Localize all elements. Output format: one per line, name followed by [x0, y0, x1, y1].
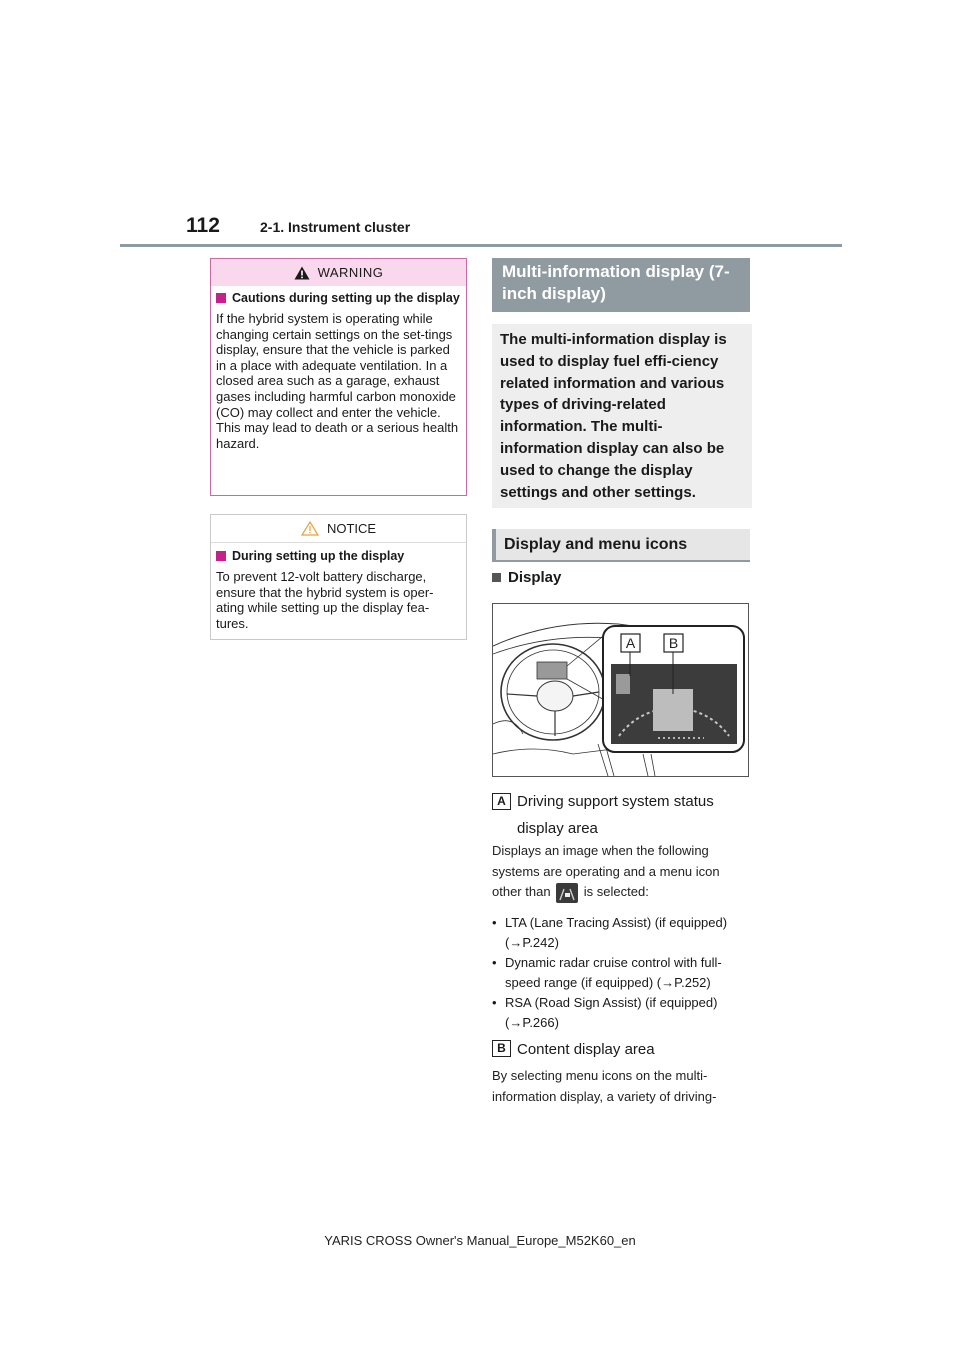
square-bullet-icon: [216, 551, 226, 561]
item-b-description: By selecting menu icons on the multi-information display, a variety of driving-: [492, 1068, 717, 1104]
item-a-description: [492, 841, 752, 903]
item-a-bullets: [492, 913, 754, 1033]
list-item-text: LTA (Lane Tracing Assist) (if equipped) (→P.242): [505, 915, 728, 950]
item-a-desc-before: Displays an image when the following systems are operating and a menu icon other than: [492, 843, 720, 899]
notice-box: [210, 514, 467, 640]
notice-subheading: [216, 549, 461, 563]
list-item: [492, 993, 754, 1032]
list-item: [492, 913, 754, 952]
list-item-text: RSA (Road Sign Assist) (if equipped) (→P.266): [505, 995, 718, 1030]
list-item-text: Dynamic radar cruise control with full-speed range (if equipped) (→P.252): [505, 955, 722, 990]
sub-banner-rule: [492, 560, 750, 562]
sub-banner: [492, 529, 750, 561]
dashboard-illustration: [492, 603, 749, 777]
dashboard-drawing: [493, 604, 748, 776]
page-number: 112: [186, 214, 220, 237]
notice-title: NOTICE: [326, 521, 377, 536]
item-a-label-text: Driving support system status display area: [517, 793, 714, 837]
warning-header: [211, 259, 466, 286]
list-item: [492, 953, 754, 992]
bullet-dot: •: [492, 915, 497, 930]
item-b-letter: B: [492, 1040, 511, 1057]
bullet-dot: •: [492, 955, 497, 970]
warning-title: WARNING: [317, 265, 384, 280]
driving-assist-menu-icon: [556, 883, 578, 903]
warning-triangle-icon: [294, 266, 310, 280]
caution-triangle-icon: [301, 521, 319, 536]
section-title: 2-1. Instrument cluster: [260, 219, 411, 235]
warning-body: If the hybrid system is operating while changing certain settings on the set-tings display, ensure that the vehicle is parked in a place with adequate ventilation. In a closed area such as a garage, exhaust gases including harmful carbon monoxide (CO) may collect and enter the vehicle. This may lead to death or a serious health hazard.: [216, 311, 459, 451]
display-heading-text: Display: [508, 569, 562, 586]
warning-subheading: [216, 291, 461, 305]
footer-text: YARIS CROSS Owner's Manual_Europe_M52K60_en: [324, 1233, 636, 1248]
square-bullet-icon: [492, 573, 501, 582]
notice-body: To prevent 12-volt battery discharge, ensure that the hybrid system is oper-ating while setting up the display fea-tures.: [216, 569, 434, 631]
notice-subheading-text: During setting up the display: [232, 549, 405, 563]
square-bullet-icon: [216, 293, 226, 303]
item-a-label: [492, 788, 752, 842]
item-a-desc-after: is selected:: [583, 884, 649, 899]
item-b-label: [492, 1039, 655, 1061]
section-banner: Multi-information display (7-inch display): [492, 258, 750, 312]
bullet-dot: •: [492, 995, 497, 1010]
illustration-label-b: B: [668, 635, 679, 651]
illustration-label-a: A: [625, 635, 636, 651]
item-a-letter: A: [492, 793, 511, 810]
sub-banner-title: Display and menu icons: [504, 536, 688, 553]
display-heading: [492, 569, 561, 586]
intro-text: The multi-information display is used to display fuel effi-ciency related information and various types of driving-related information. The multi-information display can also be used to change the display settings and other settings.: [492, 324, 752, 508]
header-rule: [120, 244, 842, 247]
notice-header: [211, 515, 466, 543]
warning-subheading-text: Cautions during setting up the display: [232, 291, 460, 305]
warning-box: [210, 258, 467, 496]
item-b-label-text: Content display area: [517, 1041, 655, 1058]
